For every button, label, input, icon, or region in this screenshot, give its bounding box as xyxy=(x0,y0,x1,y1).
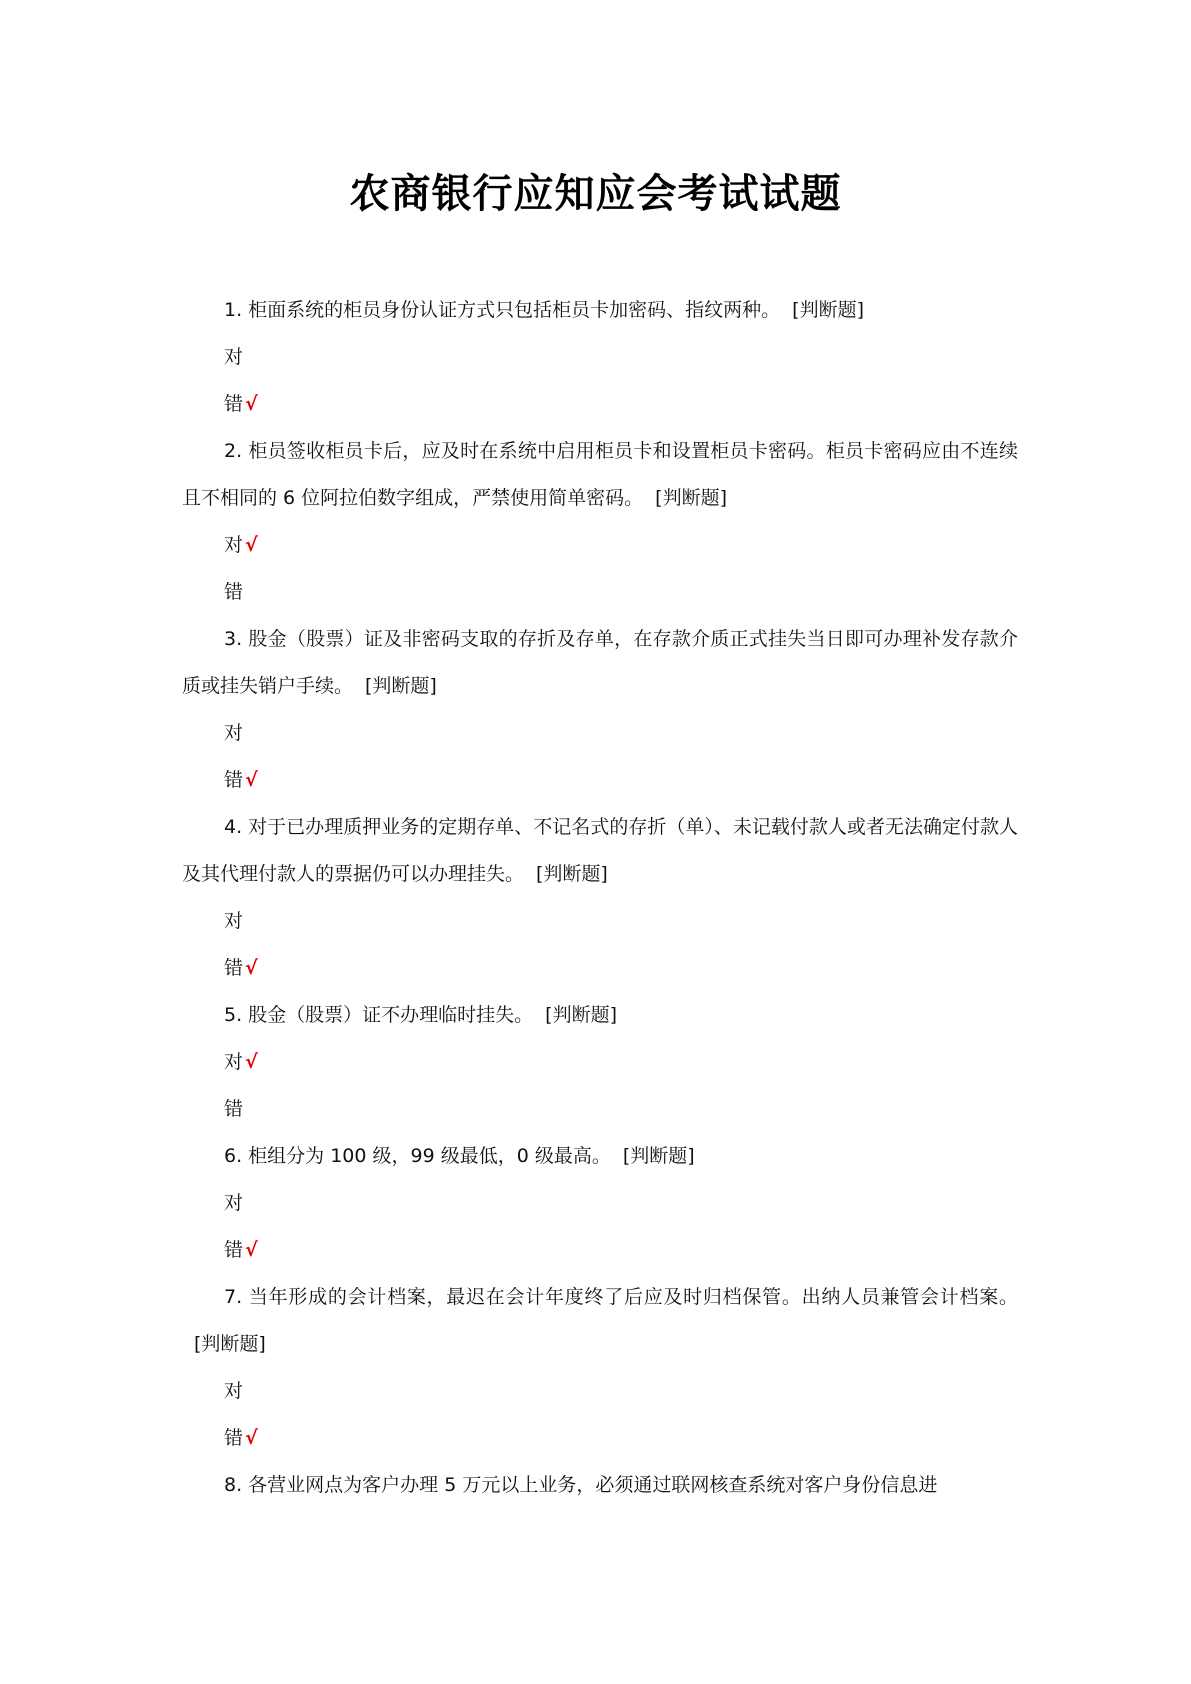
correct-check-icon: √ xyxy=(245,1051,258,1073)
option-true[interactable]: 对 xyxy=(224,910,244,932)
question-4 xyxy=(182,804,1018,898)
option-true[interactable]: 对 xyxy=(224,346,244,368)
question-5 xyxy=(182,992,1018,1039)
question-2 xyxy=(182,428,1018,522)
page-title: 农商银行应知应会考试试题 xyxy=(349,171,842,217)
question-text: 5. 股金（股票）证不办理临时挂失。 xyxy=(224,1004,534,1026)
question-text: 4. 对于已办理质押业务的定期存单、不记名式的存折（单）、未记载付款人或者无法确定付款人及其代理付款人的票据仍可以办理挂失。 xyxy=(182,816,1018,885)
option-true[interactable]: 对 √ xyxy=(224,1051,258,1073)
question-type: [判断题] xyxy=(792,299,864,321)
question-list xyxy=(182,287,1018,1509)
option-true[interactable]: 对 xyxy=(224,1192,244,1214)
option-true[interactable]: 对 √ xyxy=(224,534,258,556)
question-type: [判断题] xyxy=(545,1004,617,1026)
question-3 xyxy=(182,616,1018,710)
question-text: 8. 各营业网点为客户办理 5 万元以上业务，必须通过联网核查系统对客户身份信息进 xyxy=(224,1474,938,1496)
option-false[interactable]: 错 √ xyxy=(224,1427,258,1449)
question-type: [判断题] xyxy=(194,1333,266,1355)
correct-check-icon: √ xyxy=(245,393,258,415)
option-false[interactable]: 错 xyxy=(224,581,244,603)
question-text: 3. 股金（股票）证及非密码支取的存折及存单，在存款介质正式挂失当日即可办理补发存款介质或挂失销户手续。 xyxy=(182,628,1018,697)
correct-check-icon: √ xyxy=(245,1427,258,1449)
question-text: 7. 当年形成的会计档案，最迟在会计年度终了后应及时归档保管。出纳人员兼管会计档案。 xyxy=(224,1286,1018,1308)
correct-check-icon: √ xyxy=(245,769,258,791)
question-type: [判断题] xyxy=(622,1145,695,1167)
question-type: [判断题] xyxy=(365,675,437,697)
option-false[interactable]: 错 xyxy=(224,1098,244,1120)
option-false[interactable]: 错 √ xyxy=(224,769,258,791)
option-false[interactable]: 错 √ xyxy=(224,957,258,979)
option-false[interactable]: 错 √ xyxy=(224,393,258,415)
question-text: 6. 柜组分为 100 级，99 级最低，0 级最高。 xyxy=(224,1145,611,1167)
correct-check-icon: √ xyxy=(245,1239,258,1261)
question-8 xyxy=(182,1462,1018,1509)
question-text: 1. 柜面系统的柜员身份认证方式只包括柜员卡加密码、指纹两种。 xyxy=(224,299,781,321)
correct-check-icon: √ xyxy=(245,957,258,979)
option-true[interactable]: 对 xyxy=(224,1380,244,1402)
correct-check-icon: √ xyxy=(245,534,258,556)
question-type: [判断题] xyxy=(536,863,608,885)
question-1 xyxy=(182,287,1018,334)
question-7 xyxy=(182,1274,1018,1368)
question-6 xyxy=(182,1133,1018,1180)
option-true[interactable]: 对 xyxy=(224,722,244,744)
question-text: 2. 柜员签收柜员卡后，应及时在系统中启用柜员卡和设置柜员卡密码。柜员卡密码应由不连续且不相同的 6 位阿拉伯数字组成，严禁使用简单密码。 xyxy=(182,440,1018,509)
option-false[interactable]: 错 √ xyxy=(224,1239,258,1261)
question-type: [判断题] xyxy=(655,487,727,509)
